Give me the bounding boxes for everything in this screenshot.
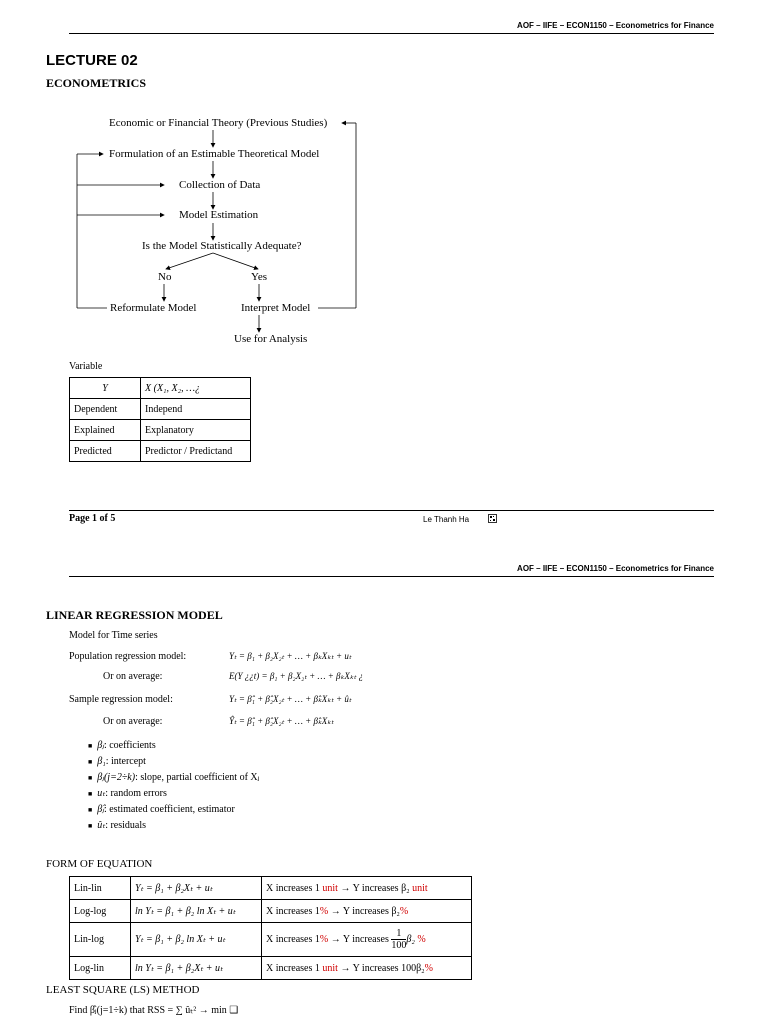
- section-title-linear-regression: LINEAR REGRESSION MODEL: [46, 608, 223, 622]
- table-row: [70, 877, 472, 900]
- table-row: [70, 420, 251, 441]
- bullet-symbol: β₁: [97, 756, 106, 767]
- population-regression-label: Population regression model:: [69, 651, 187, 662]
- form-interpretation: [262, 923, 472, 957]
- form-interpretation: [262, 900, 472, 923]
- form-of-equation-table: [69, 876, 472, 980]
- interp-part: β₂: [406, 933, 418, 945]
- lecture-title: LECTURE 02: [46, 52, 138, 69]
- table-row: [70, 441, 251, 462]
- arrow-adequate-no: [166, 253, 213, 269]
- form-equation: Yₜ = β₁ + β₂ ln Xₜ + uₜ: [131, 923, 262, 957]
- bullet-symbol: βⱼ: [97, 740, 104, 751]
- bullet-text: : residuals: [105, 820, 147, 831]
- bullet-symbol: uₜ: [97, 788, 106, 799]
- coefficient-bullets: [88, 738, 259, 834]
- interp-part: X increases 1: [266, 962, 323, 974]
- table-row: [70, 900, 472, 923]
- fraction-numerator: 1: [391, 928, 406, 940]
- table-row: [70, 378, 251, 399]
- list-item: ■ uₜ: random errors: [88, 788, 167, 799]
- variable-table: [69, 377, 251, 462]
- section-title-econometrics: ECONOMETRICS: [46, 76, 147, 90]
- footer-page-number: Page 1 of 5: [69, 513, 116, 524]
- bullet-text: : estimated coefficient, estimator: [103, 804, 235, 815]
- flow-adequate: Is the Model Statistically Adequate?: [142, 240, 302, 252]
- table-cell: Independ: [141, 399, 251, 420]
- sample-regression-equation: Yₜ = β̂₁ + β̂₂X₂ₜ + … + β̂ₖXₖₜ + ûₜ: [229, 694, 352, 704]
- interp-unit: %: [319, 933, 329, 945]
- table-cell: Predictor / Predictand: [141, 441, 251, 462]
- flow-no: No: [158, 271, 172, 283]
- form-interpretation: [262, 877, 472, 900]
- on-average-label-1: Or on average:: [103, 671, 163, 682]
- fraction: [391, 928, 406, 951]
- fitted-equation: Ŷₜ = β̂₁ + β̂₂X₂ₜ + … + β̂ₖXₖₜ: [229, 716, 334, 726]
- bullet-symbol: β̂ⱼ: [97, 804, 104, 815]
- interp-unit: unit: [322, 882, 338, 894]
- interp-part: → Y increases β₂: [328, 905, 400, 917]
- form-name: Log-log: [70, 900, 131, 923]
- list-item: ■ β₁: intercept: [88, 756, 146, 767]
- interp-unit: %: [319, 905, 329, 917]
- table-row: [70, 923, 472, 957]
- bullet-symbol: βⱼ(j=2÷k): [97, 772, 136, 783]
- flow-yes: Yes: [251, 271, 268, 283]
- form-name: Lin-lin: [70, 877, 131, 900]
- form-equation: Yₜ = β₁ + β₂Xₜ + uₜ: [131, 877, 262, 900]
- table-cell: Explained: [70, 420, 141, 441]
- bullet-text: : slope, partial coefficient of Xⱼ: [135, 772, 260, 783]
- on-average-label-2: Or on average:: [103, 716, 163, 727]
- table-head-y: Y: [70, 378, 141, 399]
- interp-unit: %: [424, 962, 433, 974]
- form-equation: ln Yₜ = β₁ + β₂Xₜ + uₜ: [131, 957, 262, 980]
- interp-part: → Y increases β₂: [337, 882, 413, 894]
- form-interpretation: [262, 957, 472, 980]
- population-regression-equation: Yₜ = β₁ + β₂X₂ₜ + … + βₖXₖₜ + uₜ: [229, 651, 352, 661]
- list-item: ■ β̂ⱼ: estimated coefficient, estimator: [88, 804, 235, 815]
- flow-formulation: Formulation of an Estimable Theoretical Model: [109, 148, 320, 160]
- interp-part: → Y increases: [328, 933, 392, 945]
- flow-use: Use for Analysis: [234, 333, 308, 345]
- table-head-x: X (X₁, X₂, …¿: [141, 378, 251, 399]
- arrow-adequate-yes: [213, 253, 258, 269]
- table-row: [70, 399, 251, 420]
- interp-unit: unit: [412, 882, 428, 894]
- flow-theory: Economic or Financial Theory (Previous Studies): [109, 117, 328, 129]
- table-cell: Explanatory: [141, 420, 251, 441]
- form-of-equation-title: FORM OF EQUATION: [46, 858, 153, 870]
- page2-header: AOF – IIFE – ECON1150 – Econometrics for Finance: [517, 564, 714, 573]
- table-cell: Dependent: [70, 399, 141, 420]
- bullet-text: : random errors: [105, 788, 167, 799]
- interp-unit: %: [399, 905, 409, 917]
- list-item: ■ ûₜ: residuals: [88, 820, 147, 831]
- bullet-symbol: ûₜ: [97, 820, 106, 831]
- model-time-series: Model for Time series: [69, 630, 158, 641]
- sample-regression-label: Sample regression model:: [69, 694, 173, 705]
- interp-part: X increases 1: [266, 905, 320, 917]
- table-cell: Predicted: [70, 441, 141, 462]
- form-name: Log-lin: [70, 957, 131, 980]
- least-square-title: LEAST SQUARE (LS) METHOD: [46, 984, 200, 996]
- flow-reformulate: Reformulate Model: [110, 302, 197, 314]
- bullet-text: : coefficients: [103, 740, 156, 751]
- table-row: [70, 957, 472, 980]
- fraction-denominator: 100: [391, 940, 407, 951]
- qr-code-icon: [488, 514, 497, 523]
- page1-header: AOF – IIFE – ECON1150 – Econometrics for Finance: [517, 21, 714, 30]
- form-equation: ln Yₜ = β₁ + β₂ ln Xₜ + uₜ: [131, 900, 262, 923]
- variable-label: Variable: [69, 361, 103, 372]
- interp-unit: %: [417, 933, 426, 945]
- least-square-find: Find β̂ⱼ(j=1÷k) that RSS = ∑ ûₜ² → min ❑: [69, 1005, 239, 1016]
- interp-unit: unit: [322, 962, 338, 974]
- expected-value-equation: E(Y ¿¿t) = β₁ + β₂X₂ₜ + … + βₖXₖₜ ¿: [229, 671, 364, 681]
- list-item: ■ βⱼ: coefficients: [88, 740, 156, 751]
- interp-part: X increases 1: [266, 933, 320, 945]
- interp-part: → Y increases 100β₂: [337, 962, 425, 974]
- list-item: ■ βⱼ(j=2÷k): slope, partial coefficient of Xⱼ: [88, 772, 260, 783]
- bullet-text: : intercept: [105, 756, 146, 767]
- header-rule-2: [69, 576, 714, 577]
- form-name: Lin-log: [70, 923, 131, 957]
- flow-interpret: Interpret Model: [241, 302, 311, 314]
- flow-collection: Collection of Data: [179, 179, 261, 191]
- footer-rule: [69, 510, 714, 511]
- interp-part: X increases 1: [266, 882, 323, 894]
- flow-estimation: Model Estimation: [179, 209, 259, 221]
- footer-author: Le Thanh Ha: [423, 515, 470, 524]
